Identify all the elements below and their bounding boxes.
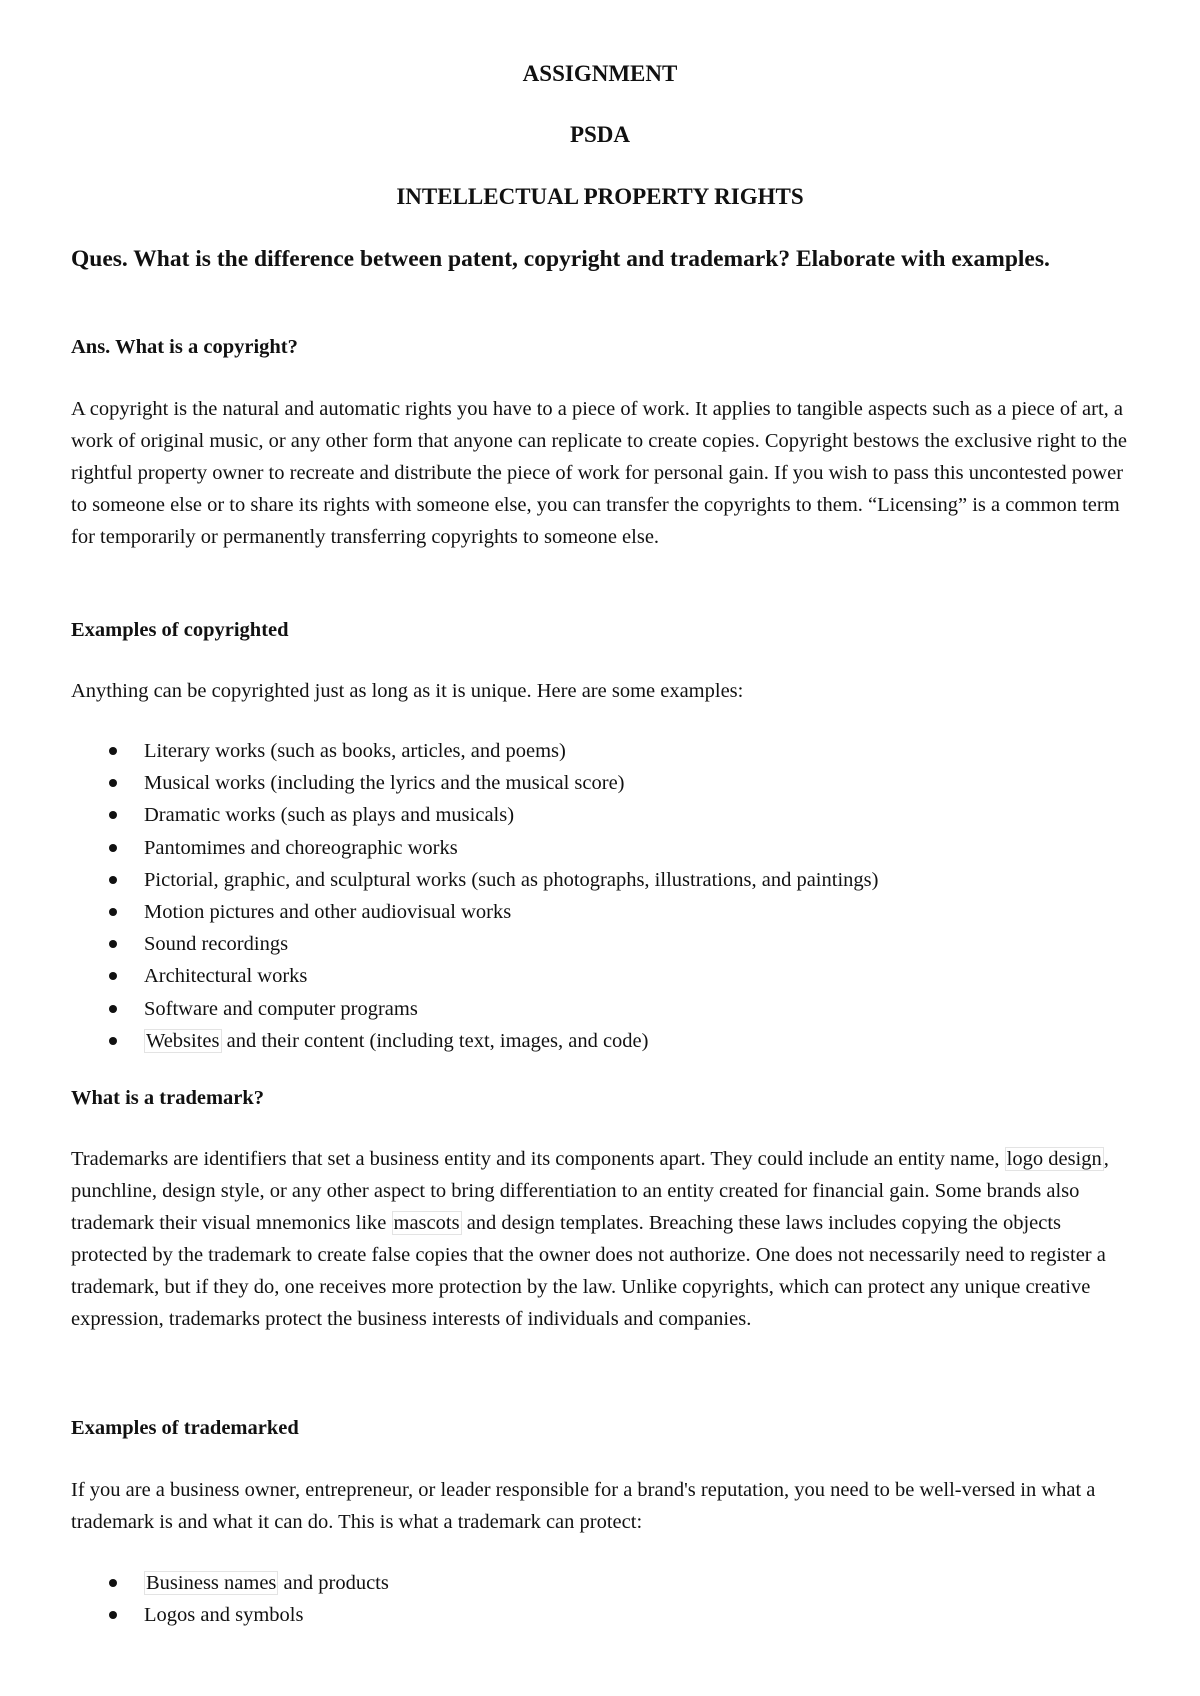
bullet-icon <box>109 747 117 755</box>
list-item: Websites and their content (including text, images, and code) <box>71 1025 1135 1057</box>
list-item: Dramatic works (such as plays and musicals) <box>71 799 1135 831</box>
bullet-icon <box>109 779 117 787</box>
list-item: Software and computer programs <box>71 993 1135 1025</box>
list-item: Business names and products <box>71 1567 1135 1599</box>
copyright-examples-intro: Anything can be copyrighted just as long as it is unique. Here are some examples: <box>71 680 744 702</box>
business-names-link[interactable]: Business names <box>146 1572 277 1594</box>
copyright-examples-list <box>71 735 1135 1057</box>
bullet-icon <box>109 1611 117 1619</box>
bullet-icon <box>109 908 117 916</box>
list-item: Literary works (such as books, articles, and poems) <box>71 735 1135 767</box>
bullet-icon <box>109 972 117 980</box>
question-text: Ques. What is the difference between patent, copyright and trademark? Elaborate with examples. <box>71 246 1050 272</box>
list-item: Logos and symbols <box>71 1599 1135 1631</box>
bullet-icon <box>109 940 117 948</box>
title-topic: INTELLECTUAL PROPERTY RIGHTS <box>396 184 804 209</box>
list-item: Pantomimes and choreographic works <box>71 832 1135 864</box>
list-item: Pictorial, graphic, and sculptural works (such as photographs, illustrations, and paintings) <box>71 864 1135 896</box>
bullet-icon <box>109 1037 117 1045</box>
list-item: Musical works (including the lyrics and the musical score) <box>71 767 1135 799</box>
trademark-paragraph: Trademarks are identifiers that set a business entity and its components apart. They could include an entity name, logo design, punchline, design style, or any other aspect to bring differentiation to an entity created for financial gain. Some brands also trademark their visual mnemonics like mascots and design templates. Breaching these laws includes copying the objects protected by the trademark to create false copies that the owner does not authorize. One does not necessarily need to register a trademark, but if they do, one receives more protection by the law. Unlike copyrights, which can protect any unique creative expression, trademarks protect the business interests of individuals and companies. <box>71 1148 1109 1330</box>
bullet-icon <box>109 811 117 819</box>
list-item: Sound recordings <box>71 928 1135 960</box>
title-subject: PSDA <box>569 122 631 147</box>
copyright-heading: Ans. What is a copyright? <box>71 336 298 358</box>
websites-link[interactable]: Websites <box>146 1029 220 1052</box>
logo-design-link[interactable]: logo design <box>1006 1148 1102 1170</box>
trademark-heading: What is a trademark? <box>71 1087 265 1109</box>
trademark-examples-list <box>71 1567 1135 1631</box>
title-assignment: ASSIGNMENT <box>522 61 678 86</box>
mascots-link[interactable]: mascots <box>393 1212 460 1234</box>
list-item: Motion pictures and other audiovisual works <box>71 896 1135 928</box>
bullet-icon <box>109 876 117 884</box>
trademark-examples-heading: Examples of trademarked <box>71 1417 299 1439</box>
bullet-icon <box>109 1005 117 1013</box>
bullet-icon <box>109 1579 117 1587</box>
bullet-icon <box>109 844 117 852</box>
copyright-paragraph: A copyright is the natural and automatic rights you have to a piece of work. It applies to tangible aspects such as a piece of art, a work of original music, or any other form that anyone can replicate to create copies. Copyright bestows the exclusive right to the rightful property owner to recreate and distribute the piece of work for personal gain. If you wish to pass this uncontested power to someone else or to share its rights with someone else, you can transfer the copyrights to them. “Licensing” is a common term for temporarily or permanently transferring copyrights to someone else. <box>71 398 1128 548</box>
copyright-examples-heading: Examples of copyrighted <box>71 619 289 641</box>
trademark-examples-intro: If you are a business owner, entrepreneur, or leader responsible for a brand's reputation, you need to be well-versed in what a trademark is and what it can do. This is what a trademark can protect: <box>71 1479 1096 1533</box>
list-item: Architectural works <box>71 960 1135 992</box>
